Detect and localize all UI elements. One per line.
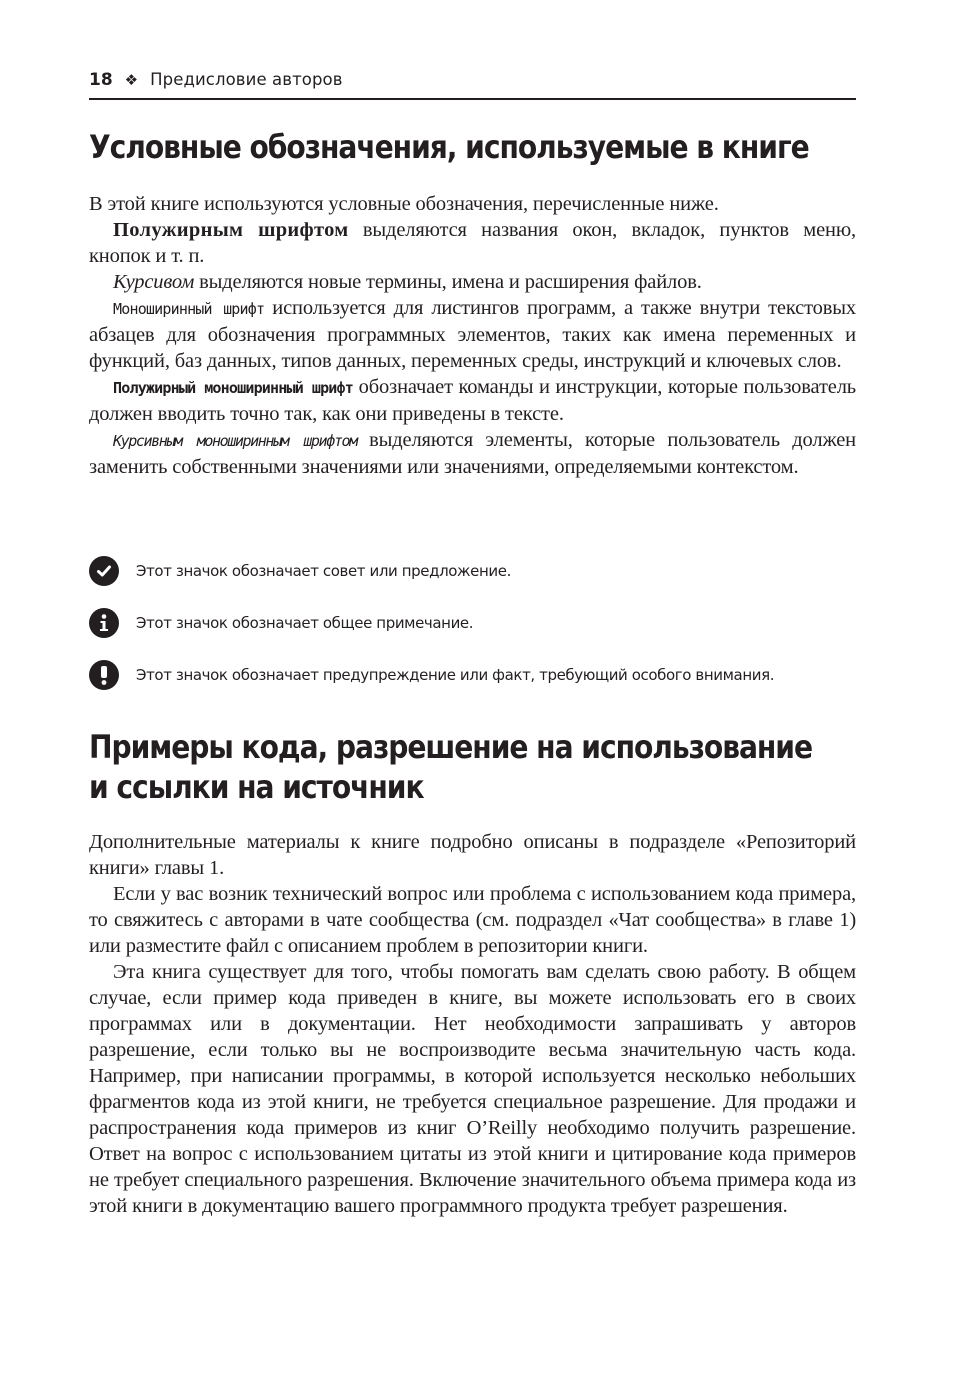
mono-italic-term: Курсивным моноширинным шрифтом [113,432,357,450]
paragraph-text: обозначает команды и инструкции, которые пользователь должен вводить точно так, как они приведены в тексте. [89,376,856,425]
paragraph [89,374,856,427]
ornament-icon: ❖ [124,71,139,89]
note-text: Этот значок обозначает предупреждение или факт, требующий особого внимания. [136,666,775,684]
paragraph: Эта книга существует для того, чтобы помогать вам сделать свою работу. В общем случае, если пример кода приведен в книге, вы можете использовать его в своих программах или в документации. Нет необходимости запрашивать у авторов разрешение, если только вы не воспроизводите весьма значительную часть кода. Например, при написании программы, в которой используется несколько небольших фрагментов кода из этой книги, не требуется специальное разрешение. Для продажи и распространения кода примеров из книг O’Reilly необходимо получить разрешение. Ответ на вопрос с использованием цитаты из этой книги и цитирование кода примеров не требует специального разрешения. Включение значительного объема примера кода из этой книги в документацию вашего программного продукта требует разрешения. [89,961,856,1217]
paragraph [89,217,856,269]
note-text: Этот значок обозначает общее примечание. [136,614,474,632]
paragraph [89,269,856,295]
paragraph-text: выделяются новые термины, имена и расширения файлов. [194,271,702,293]
paragraph: Дополнительные материалы к книге подробно описаны в подразделе «Репозиторий книги» главы 1. [89,831,856,879]
check-circle-icon [89,556,119,586]
section-heading-code-examples [89,727,812,807]
running-header [89,70,856,100]
section-heading-conventions: Условные обозначения, используемые в книге [89,128,809,166]
paragraph-text: выделяются названия окон, вкладок, пунктов меню, кнопок и т. п. [89,219,856,267]
note-info [89,608,473,638]
paragraph [89,427,856,480]
code-examples-body [89,829,856,1219]
paragraph: В этой книге используются условные обозначения, перечисленные ниже. [89,193,719,215]
page-number: 18 [89,70,113,90]
paragraph-text: выделяются элементы, которые пользователь должен заменить собственными значениями или значениями, определяемыми контекстом. [89,429,856,478]
heading-line: и ссылки на источник [89,768,424,806]
note-tip [89,556,511,586]
bold-term: Полужирным шрифтом [113,219,349,241]
italic-term: Курсивом [113,271,195,293]
exclamation-circle-icon [89,660,119,690]
mono-term: Моноширинный шрифт [113,300,265,318]
note-text: Этот значок обозначает совет или предложение. [136,562,511,580]
conventions-body [89,191,856,480]
mono-bold-term: Полужирный моноширинный шрифт [113,379,354,397]
heading-line: Примеры кода, разрешение на использование [89,728,813,766]
info-circle-icon [89,608,119,638]
chapter-title: Предисловие авторов [150,70,343,89]
paragraph: Если у вас возник технический вопрос или проблема с использованием кода примера, то свяжитесь с авторами в чате сообщества (см. подраздел «Чат сообщества» в главе 1) или разместите файл с описанием проблем в репозитории книги. [89,883,856,957]
paragraph [89,295,856,374]
paragraph-text: используется для листингов программ, а также внутри текстовых абзацев для обозначения программных элементов, таких как имена переменных и функций, баз данных, типов данных, переменных среды, инструкций и ключевых слов. [89,297,856,372]
note-warning [89,660,774,690]
